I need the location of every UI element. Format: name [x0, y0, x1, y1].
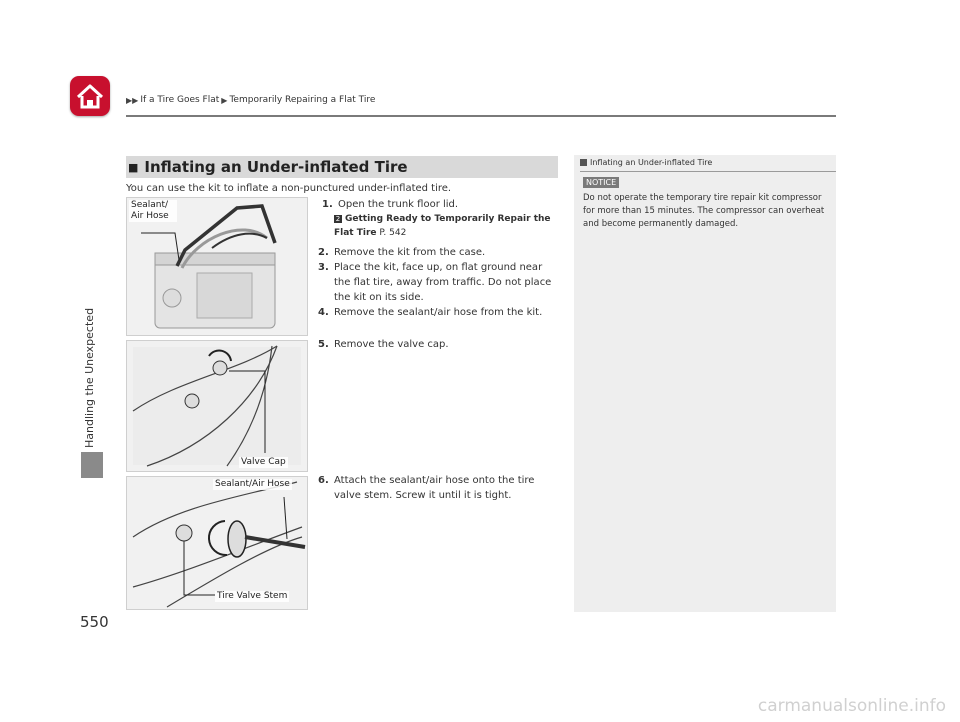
- figure-kit: [126, 197, 308, 336]
- breadcrumb-item-1[interactable]: If a Tire Goes Flat: [140, 95, 220, 105]
- breadcrumb: ▶▶ If a Tire Goes Flat ▶ Temporarily Repairing a Flat Tire: [126, 95, 376, 105]
- step-1: 1. Open the trunk floor lid.: [322, 199, 459, 210]
- notice-badge: NOTICE: [583, 177, 619, 188]
- steps-group-2: [318, 337, 560, 352]
- valve-stem-illustration: [127, 477, 307, 609]
- step-6: 6. Attach the sealant/air hose onto the tire valve stem. Screw it until it is tight.: [318, 475, 535, 501]
- home-icon: [70, 76, 110, 116]
- cross-reference[interactable]: 2 Getting Ready to Temporarily Repair the Flat Tire P. 542: [334, 214, 551, 238]
- step-2: 2. Remove the kit from the case.: [318, 247, 486, 258]
- steps-group-3: [318, 473, 560, 503]
- header-divider: [126, 115, 836, 117]
- section-heading: [126, 156, 558, 178]
- valve-stem-label: Tire Valve Stem: [217, 591, 288, 601]
- watermark: carmanualsonline.info: [757, 696, 946, 716]
- page-number: 550: [80, 613, 109, 631]
- intro-text: You can use the kit to inflate a non-punctured under-inflated tire.: [126, 183, 452, 194]
- note-title: Inflating an Under-inflated Tire: [580, 158, 712, 167]
- note-icon: [580, 159, 587, 166]
- step-5: 5. Remove the valve cap.: [318, 339, 449, 350]
- section-marker: ■: [128, 160, 139, 174]
- valve-cap-label: Valve Cap: [241, 457, 286, 467]
- breadcrumb-item-2[interactable]: Temporarily Repairing a Flat Tire: [229, 95, 376, 105]
- side-tab-label: Handling the Unexpected: [83, 307, 96, 448]
- step-3: 3. Place the kit, face up, on flat ground near the flat tire, away from traffic. Do not place the kit on its side.: [318, 262, 552, 303]
- sidebar-note: [574, 155, 836, 612]
- figure-valve-stem: [126, 476, 308, 610]
- hose-label-2: Sealant/Air Hose: [215, 479, 290, 489]
- note-divider: [580, 171, 836, 172]
- section-title: Inflating an Under-inflated Tire: [144, 158, 408, 176]
- home-button[interactable]: [70, 76, 110, 116]
- hose-label: Sealant/ Air Hose: [129, 200, 177, 222]
- chapter-marker: [81, 452, 103, 478]
- side-tab: [81, 138, 103, 578]
- valve-cap-illustration: [127, 341, 307, 471]
- steps-group-1: [318, 197, 560, 320]
- notice-text: Do not operate the temporary tire repair kit compressor for more than 15 minutes. The compressor can overheat and become permanently damaged.: [583, 193, 825, 229]
- step-4: 4. Remove the sealant/air hose from the kit.: [318, 307, 543, 318]
- reference-arrow-icon: 2: [335, 215, 341, 223]
- figure-valve-cap: [126, 340, 308, 472]
